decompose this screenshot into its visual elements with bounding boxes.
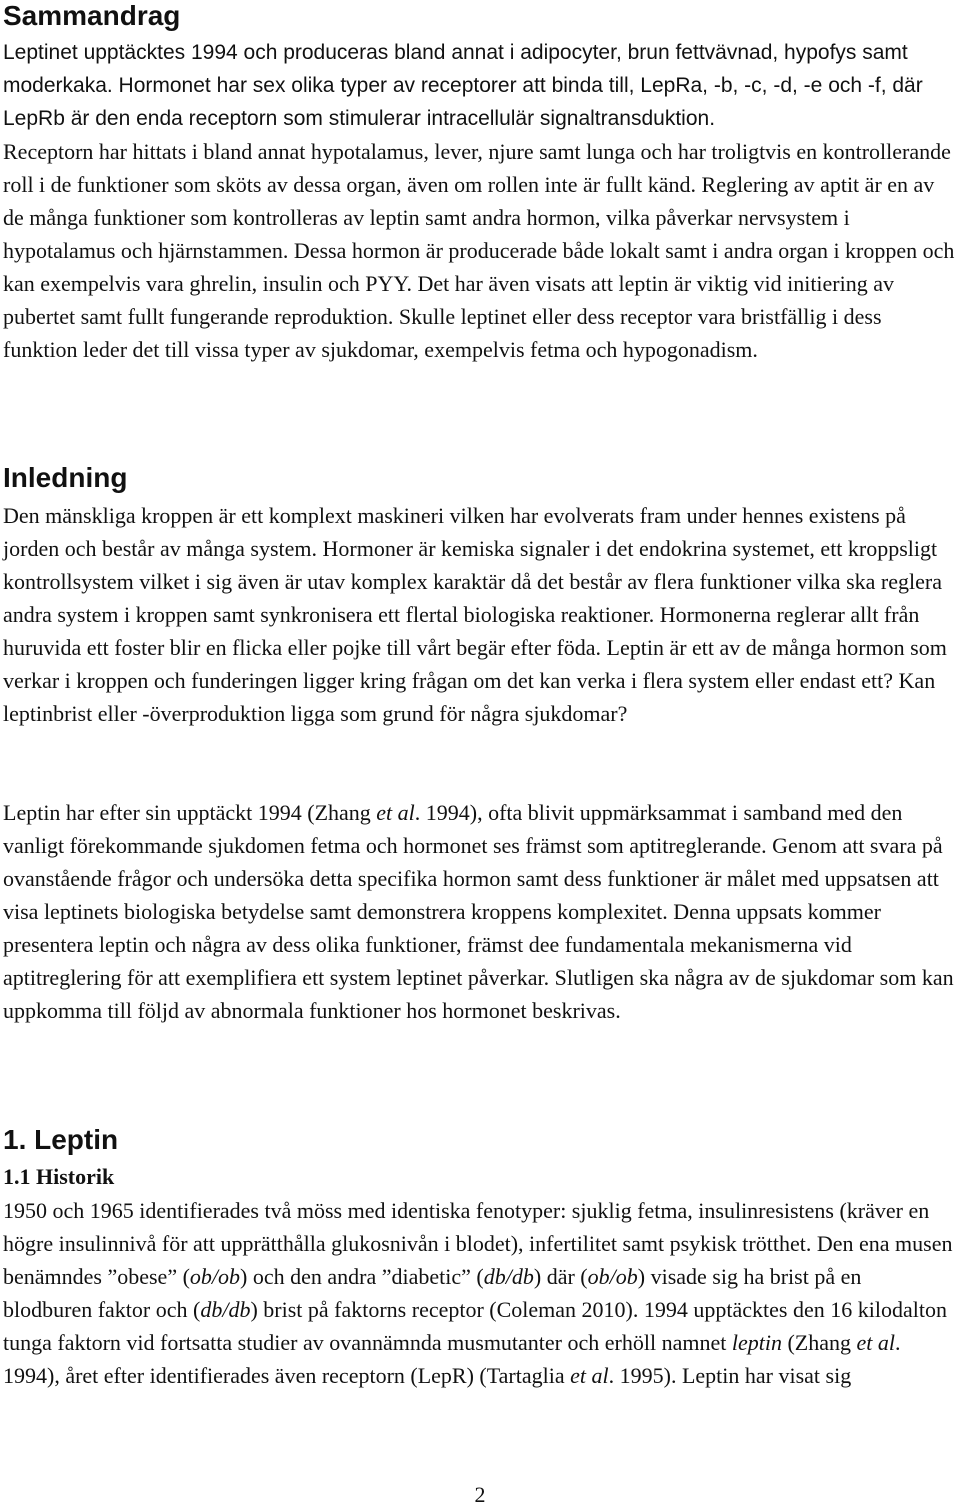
text-run: ) brist på faktorns receptor (Coleman 2010). 1994 upptäcktes den 16 kilodalton tunga faktorn vid fortsatta studier av ovannämnda musmutanter och erhöll namnet <box>3 1297 947 1355</box>
inledning-paragraph-1: Den mänskliga kroppen är ett komplext maskineri vilken har evolverats fram under hennes existens på jorden och består av många system. Hormoner är kemiska signaler i det endokrina systemet, ett kroppsligt kontrollsystem vilket i sig även är utav komplex karaktär då det består av flera funktioner vilka ska reglera andra system i kroppen samt synkronisera ett flertal biologiska reaktioner. Hormonerna reglerar allt från huruvida ett foster blir en flicka eller pojke till vårt begär efter föda. Leptin är ett av de många hormon som verkar i kroppen och funderingen ligger kring frågan om det kan verka i flera system eller endast ett? Kan leptinbrist eller -överproduktion ligga som grund för några sjukdomar? <box>3 503 947 726</box>
text-run: . 1994), året efter identifierades även receptorn (LepR) (Tartaglia <box>3 1330 901 1388</box>
italic-run: leptin <box>731 1330 782 1355</box>
inledning-paragraph-2 <box>3 796 955 1027</box>
italic-run: db/db <box>483 1264 534 1289</box>
text-run: (Zhang <box>781 1330 857 1355</box>
historik-paragraph <box>3 1194 955 1392</box>
heading-inledning: Inledning <box>3 462 128 493</box>
italic-run: db/db <box>200 1297 251 1322</box>
text-run: . 1995). Leptin har visat sig <box>608 1363 852 1388</box>
page-number: 2 <box>474 1482 486 1507</box>
sammandrag-intro: Leptinet upptäcktes 1994 och produceras bland annat i adipocyter, brun fettvävnad, hypofys samt moderkaka. Hormonet har sex olika typer av receptorer att binda till, LepRa, -b, -c, -d, -e och -f, där LepRb är den enda receptorn som stimulerar intracellulär signaltransduktion. <box>3 41 923 130</box>
heading-leptin: 1. Leptin <box>3 1124 119 1155</box>
italic-run: et al <box>376 800 415 825</box>
heading-sammandrag: Sammandrag <box>3 0 181 31</box>
subheading-historik: 1.1 Historik <box>3 1164 115 1189</box>
text-run: ) där ( <box>533 1264 588 1289</box>
sammandrag-body: Receptorn har hittats i bland annat hypotalamus, lever, njure samt lunga och har troligtvis en kontrollerande roll i de funktioner som sköts av dessa organ, även om rollen inte är fullt känd. Reglering av aptit är en av de många funktioner som kontrolleras av leptin samt andra hormon, vilka påverkar nervsystem i hypotalamus och hjärnstammen. Dessa hormon är producerade både lokalt samt i andra organ i kroppen och kan exempelvis vara ghrelin, insulin och PYY. Det har även visats att leptin är viktig vid initiering av pubertet samt fullt fungerande reproduktion. Skulle leptinet eller dess receptor vara bristfällig i dess funktion leder det till vissa typer av sjukdomar, exempelvis fetma och hypogonadism. <box>3 139 955 362</box>
text-run: Leptin har efter sin upptäckt 1994 (Zhang <box>3 800 377 825</box>
text-run: . 1994), ofta blivit uppmärksammat i samband med den vanligt förekommande sjukdomen fetma och hormonet ses främst som aptitreglerande. Genom att svara på ovanstående frågor och undersöka detta specifika hormon samt dess funktioner är målet med uppsatsen att visa leptinets biologiska betydelse samt demonstrera kroppens komplexitet. Denna uppsats kommer presentera leptin och några av dess olika funktioner, främst dee fundamentala mekanismerna vid aptitreglering för att exemplifiera ett system leptinet påverkar. Slutligen ska några av de sjukdomar som kan uppkomma till följd av abnormala funktioner hos hormonet beskrivas. <box>3 800 954 1023</box>
italic-run: et al <box>570 1363 609 1388</box>
italic-run: ob/ob <box>189 1264 241 1289</box>
text-run: ) visade sig ha brist på en blodburen faktor och ( <box>3 1264 862 1322</box>
italic-run: ob/ob <box>587 1264 638 1289</box>
text-run: ) och den andra ”diabetic” ( <box>240 1264 484 1289</box>
text-run: 1950 och 1965 identifierades två möss med identiska fenotyper: sjuklig fetma, insulinresistens (kräver en högre insulinnivå för att upprätthålla glukosnivån i blodet), infertilitet samt psykisk trötthet. Den ena musen benämndes ”obese” ( <box>3 1198 953 1289</box>
italic-run: et al <box>856 1330 895 1355</box>
